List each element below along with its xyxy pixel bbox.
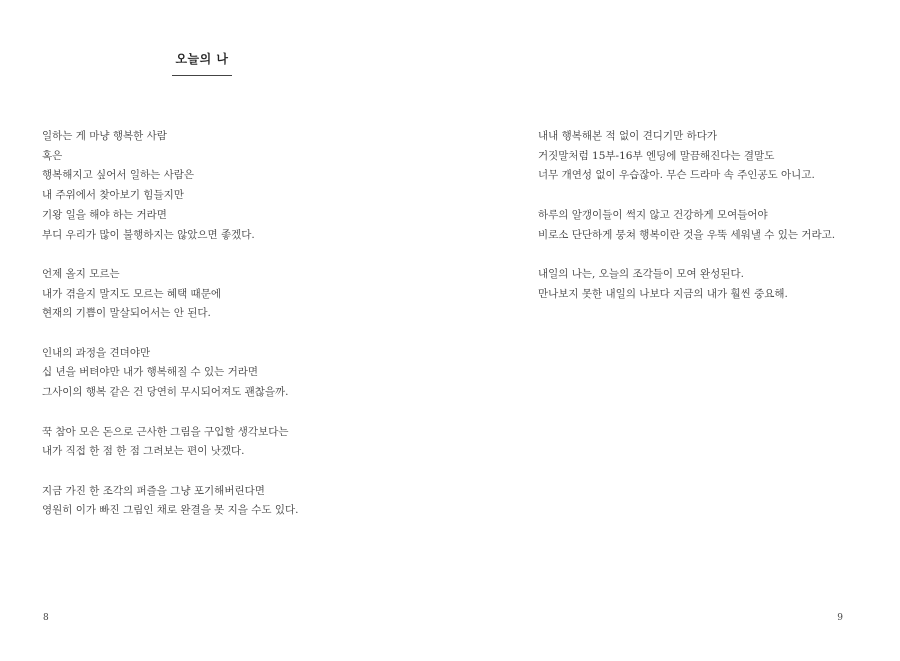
poem-line: 내내 행복해본 적 없이 견디기만 하다가: [538, 130, 717, 142]
poem-line: 그사이의 행복 같은 건 당연히 무시되어져도 괜찮을까.: [42, 386, 289, 399]
poem-line: 십 년을 버텨야만 내가 행복해질 수 있는 거라면: [42, 366, 259, 379]
poem-line: 꾹 참아 모은 돈으로 근사한 그림을 구입할 생각보다는: [42, 425, 289, 438]
poem-line: 기왕 일을 해야 하는 거라면: [42, 208, 167, 221]
stanza: [42, 344, 299, 403]
poem-line: 내일의 나는, 오늘의 조각들이 모여 완성된다.: [538, 267, 744, 280]
poem-line: 일하는 게 마냥 행복한 사람: [42, 130, 167, 142]
poem-line: 내가 겪을지 말지도 모르는 혜택 때문에: [42, 287, 221, 300]
poem-line: 부디 우리가 많이 불행하지는 않았으면 좋겠다.: [42, 228, 255, 241]
poem-line: 너무 개연성 없이 우습잖아. 무슨 드라마 속 주인공도 아니고.: [538, 169, 815, 182]
poem-line: 내가 직접 한 점 한 점 그려보는 편이 낫겠다.: [42, 445, 245, 458]
title-underline: [172, 75, 232, 76]
poem-line: 영원히 이가 빠진 그림인 채로 완결을 못 지을 수도 있다.: [42, 504, 299, 517]
poem-line: 언제 올지 모르는: [42, 267, 120, 280]
stanza: [42, 127, 299, 245]
poem-line: 혹은: [42, 149, 63, 162]
poem-line: 인내의 과정을 견뎌야만: [42, 346, 151, 359]
left-poem-body: [42, 127, 299, 521]
poem-line: 내 주위에서 찾아보기 힘들지만: [42, 189, 184, 202]
chapter-heading: [172, 52, 232, 76]
stanza: [42, 482, 299, 521]
poem-line: 행복해지고 싶어서 일하는 사람은: [42, 169, 195, 182]
page-number: 9: [837, 613, 843, 623]
stanza: [538, 265, 835, 304]
poem-line: 만나보지 못한 내일의 나보다 지금의 내가 훨씬 중요해.: [538, 287, 788, 300]
poem-line: 현재의 기쁨이 말살되어서는 안 된다.: [42, 307, 211, 320]
right-page: [450, 0, 900, 661]
poem-line: 지금 가진 한 조각의 퍼즐을 그냥 포기해버린다면: [42, 484, 265, 497]
chapter-title: 오늘의 나: [175, 52, 229, 66]
poem-line: 하루의 알갱이들이 썩지 않고 건강하게 모여들어야: [538, 208, 768, 221]
stanza: [42, 423, 299, 462]
poem-line: 비로소 단단하게 뭉쳐 행복이란 것을 우뚝 세워낼 수 있는 거라고.: [538, 228, 836, 241]
stanza: [538, 206, 835, 245]
right-poem-body: [538, 127, 835, 304]
poem-line: 거짓말처럼 15부-16부 엔딩에 말끔해진다는 결말도: [538, 149, 775, 162]
page-number: 8: [43, 613, 49, 623]
stanza: [538, 127, 835, 186]
stanza: [42, 265, 299, 324]
